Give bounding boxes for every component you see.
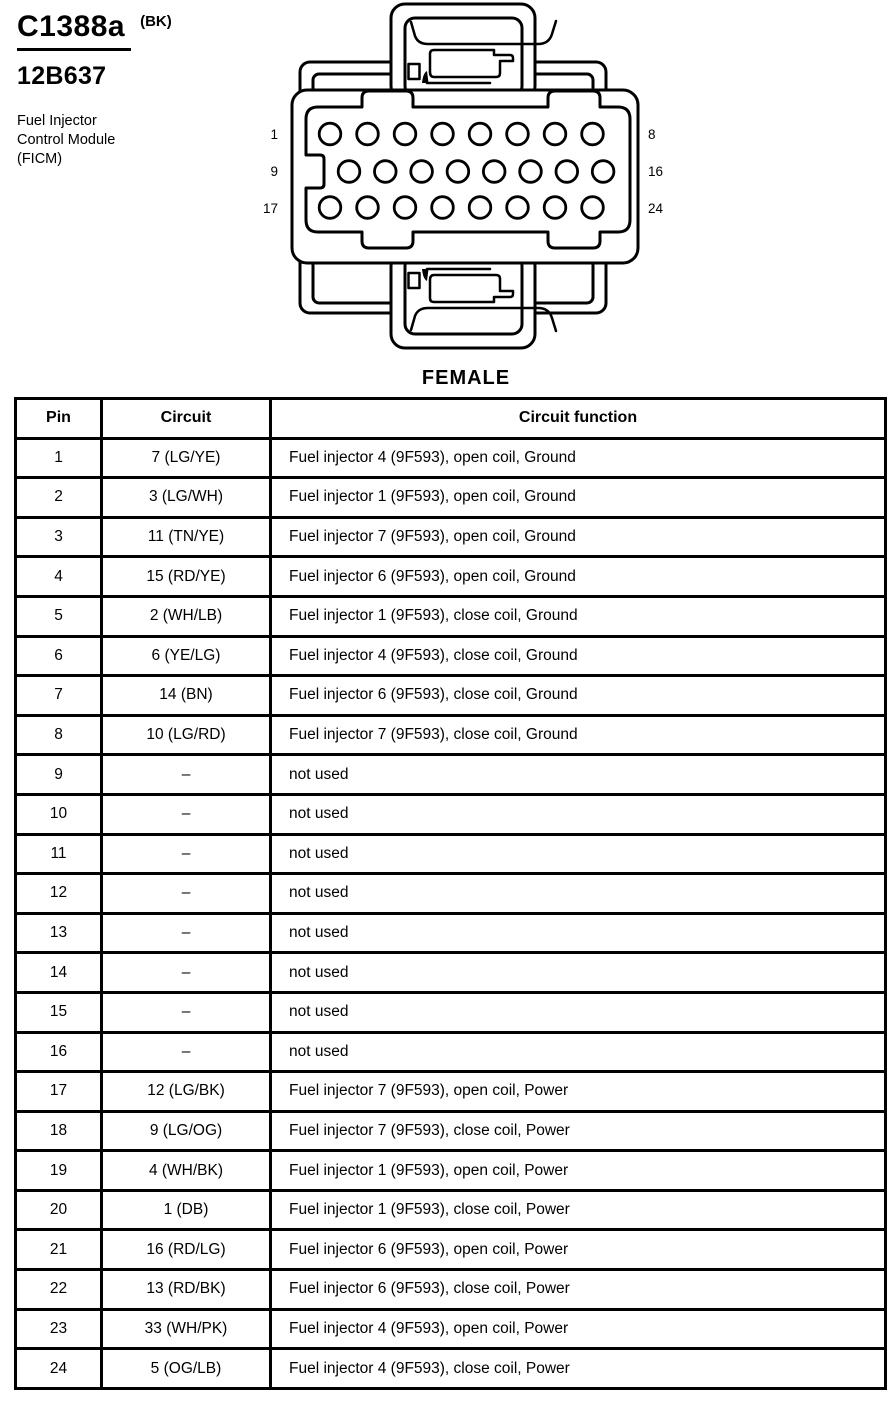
table-row [16, 517, 886, 557]
table-row [16, 1349, 886, 1389]
circuit-function-cell: Fuel injector 1 (9F593), close coil, Ground [271, 596, 886, 636]
pin-cell: 9 [16, 755, 102, 795]
pin-hole [447, 161, 469, 183]
table-row [16, 1151, 886, 1191]
pin-hole [432, 123, 454, 145]
pinout-table-body [16, 438, 886, 1388]
circuit-function-cell: not used [271, 913, 886, 953]
pin-hole [507, 123, 529, 145]
pin-cell: 21 [16, 1230, 102, 1270]
circuit-cell: – [102, 1032, 271, 1072]
pin-cell: 5 [16, 596, 102, 636]
table-row [16, 676, 886, 716]
circuit-cell: 16 (RD/LG) [102, 1230, 271, 1270]
pin-hole [394, 197, 416, 219]
pin-cell: 6 [16, 636, 102, 676]
table-header-row [16, 399, 886, 439]
circuit-function-cell: Fuel injector 6 (9F593), open coil, Power [271, 1230, 886, 1270]
pin-cell: 2 [16, 478, 102, 518]
pin-cell: 15 [16, 992, 102, 1032]
circuit-cell: 3 (LG/WH) [102, 478, 271, 518]
pin-cell: 3 [16, 517, 102, 557]
pin-cell: 24 [16, 1349, 102, 1389]
circuit-cell: – [102, 992, 271, 1032]
circuit-function-cell: not used [271, 1032, 886, 1072]
circuit-cell: – [102, 755, 271, 795]
circuit-function-cell: Fuel injector 4 (9F593), close coil, Power [271, 1349, 886, 1389]
table-row [16, 953, 886, 993]
pin-hole [582, 123, 604, 145]
circuit-cell: – [102, 953, 271, 993]
pin-hole [556, 161, 578, 183]
pin-hole [544, 197, 566, 219]
pin-cell: 20 [16, 1190, 102, 1230]
pin-hole [520, 161, 542, 183]
circuit-cell: 15 (RD/YE) [102, 557, 271, 597]
pin-hole [375, 161, 397, 183]
circuit-function-cell: not used [271, 755, 886, 795]
pin-hole [319, 197, 341, 219]
table-row [16, 1032, 886, 1072]
pin-hole [357, 123, 379, 145]
pin-hole [507, 197, 529, 219]
table-row [16, 596, 886, 636]
pin-hole [357, 197, 379, 219]
circuit-cell: 14 (BN) [102, 676, 271, 716]
pin-hole [411, 161, 433, 183]
pin-cell: 19 [16, 1151, 102, 1191]
connector-color-code: (BK) [140, 13, 172, 30]
col-header-pin: Pin [16, 399, 102, 439]
circuit-function-cell: Fuel injector 4 (9F593), close coil, Ground [271, 636, 886, 676]
pin-hole [319, 123, 341, 145]
part-number: 12B637 [17, 62, 107, 90]
pin-cell: 11 [16, 834, 102, 874]
connector-gender-label: FEMALE [421, 367, 511, 389]
pin-cell: 4 [16, 557, 102, 597]
table-row [16, 1309, 886, 1349]
circuit-cell: 33 (WH/PK) [102, 1309, 271, 1349]
pin-cell: 12 [16, 874, 102, 914]
circuit-cell: 11 (TN/YE) [102, 517, 271, 557]
circuit-cell: – [102, 794, 271, 834]
connector-id: C1388a [17, 10, 131, 51]
circuit-cell: 9 (LG/OG) [102, 1111, 271, 1151]
pin-cell: 14 [16, 953, 102, 993]
pin-label-24: 24 [648, 201, 664, 216]
table-row [16, 1072, 886, 1112]
circuit-cell: – [102, 913, 271, 953]
circuit-function-cell: Fuel injector 7 (9F593), close coil, Ground [271, 715, 886, 755]
connector-id-row [17, 10, 172, 51]
pin-cell: 13 [16, 913, 102, 953]
bottom-latch-tab [391, 252, 556, 348]
table-row [16, 834, 886, 874]
pin-hole [592, 161, 614, 183]
pin-cell: 17 [16, 1072, 102, 1112]
circuit-function-cell: Fuel injector 4 (9F593), open coil, Power [271, 1309, 886, 1349]
table-row [16, 557, 886, 597]
pin-label-17: 17 [262, 201, 278, 216]
table-row [16, 715, 886, 755]
circuit-cell: 2 (WH/LB) [102, 596, 271, 636]
circuit-cell: 7 (LG/YE) [102, 438, 271, 478]
col-header-circuit: Circuit [102, 399, 271, 439]
pin-label-8: 8 [648, 127, 656, 142]
pin-cell: 7 [16, 676, 102, 716]
pin-label-1: 1 [270, 127, 278, 142]
table-row [16, 636, 886, 676]
table-row [16, 438, 886, 478]
connector-header [17, 10, 172, 169]
table-row [16, 992, 886, 1032]
col-header-function: Circuit function [271, 399, 886, 439]
circuit-cell: 5 (OG/LB) [102, 1349, 271, 1389]
circuit-cell: 1 (DB) [102, 1190, 271, 1230]
connector-diagram [250, 0, 670, 392]
pin-hole [469, 123, 491, 145]
pin-hole [544, 123, 566, 145]
circuit-function-cell: Fuel injector 6 (9F593), close coil, Power [271, 1270, 886, 1310]
pin-hole [469, 197, 491, 219]
circuit-function-cell: not used [271, 834, 886, 874]
circuit-function-cell: not used [271, 953, 886, 993]
circuit-function-cell: Fuel injector 7 (9F593), open coil, Power [271, 1072, 886, 1112]
pin-cell: 22 [16, 1270, 102, 1310]
table-row [16, 913, 886, 953]
circuit-cell: 6 (YE/LG) [102, 636, 271, 676]
pin-cell: 10 [16, 794, 102, 834]
pin-label-9: 9 [270, 164, 278, 179]
circuit-function-cell: Fuel injector 4 (9F593), open coil, Ground [271, 438, 886, 478]
circuit-function-cell: not used [271, 794, 886, 834]
table-row [16, 1230, 886, 1270]
circuit-cell: 12 (LG/BK) [102, 1072, 271, 1112]
circuit-cell: 13 (RD/BK) [102, 1270, 271, 1310]
table-row [16, 874, 886, 914]
description-line: (FICM) [17, 151, 63, 167]
circuit-function-cell: Fuel injector 6 (9F593), close coil, Ground [271, 676, 886, 716]
circuit-cell: – [102, 874, 271, 914]
pin-cell: 23 [16, 1309, 102, 1349]
module-description [17, 112, 172, 169]
pin-hole [432, 197, 454, 219]
pin-hole [394, 123, 416, 145]
circuit-function-cell: Fuel injector 1 (9F593), close coil, Power [271, 1190, 886, 1230]
circuit-cell: 4 (WH/BK) [102, 1151, 271, 1191]
pin-cell: 16 [16, 1032, 102, 1072]
table-row [16, 1111, 886, 1151]
circuit-function-cell: Fuel injector 1 (9F593), open coil, Power [271, 1151, 886, 1191]
pin-cell: 1 [16, 438, 102, 478]
description-line: Fuel Injector [17, 113, 97, 129]
pin-cell: 8 [16, 715, 102, 755]
circuit-function-cell: Fuel injector 1 (9F593), open coil, Ground [271, 478, 886, 518]
pin-cell: 18 [16, 1111, 102, 1151]
pin-hole [582, 197, 604, 219]
table-row [16, 1190, 886, 1230]
circuit-cell: – [102, 834, 271, 874]
table-row [16, 1270, 886, 1310]
table-row [16, 478, 886, 518]
circuit-function-cell: not used [271, 992, 886, 1032]
circuit-function-cell: Fuel injector 6 (9F593), open coil, Ground [271, 557, 886, 597]
table-row [16, 794, 886, 834]
circuit-function-cell: not used [271, 874, 886, 914]
circuit-function-cell: Fuel injector 7 (9F593), open coil, Ground [271, 517, 886, 557]
pinout-table [14, 397, 887, 1390]
pin-hole [483, 161, 505, 183]
table-row [16, 755, 886, 795]
top-latch-tab [391, 4, 556, 100]
pin-hole [338, 161, 360, 183]
description-line: Control Module [17, 132, 116, 148]
circuit-cell: 10 (LG/RD) [102, 715, 271, 755]
pin-label-16: 16 [648, 164, 664, 179]
circuit-function-cell: Fuel injector 7 (9F593), close coil, Power [271, 1111, 886, 1151]
